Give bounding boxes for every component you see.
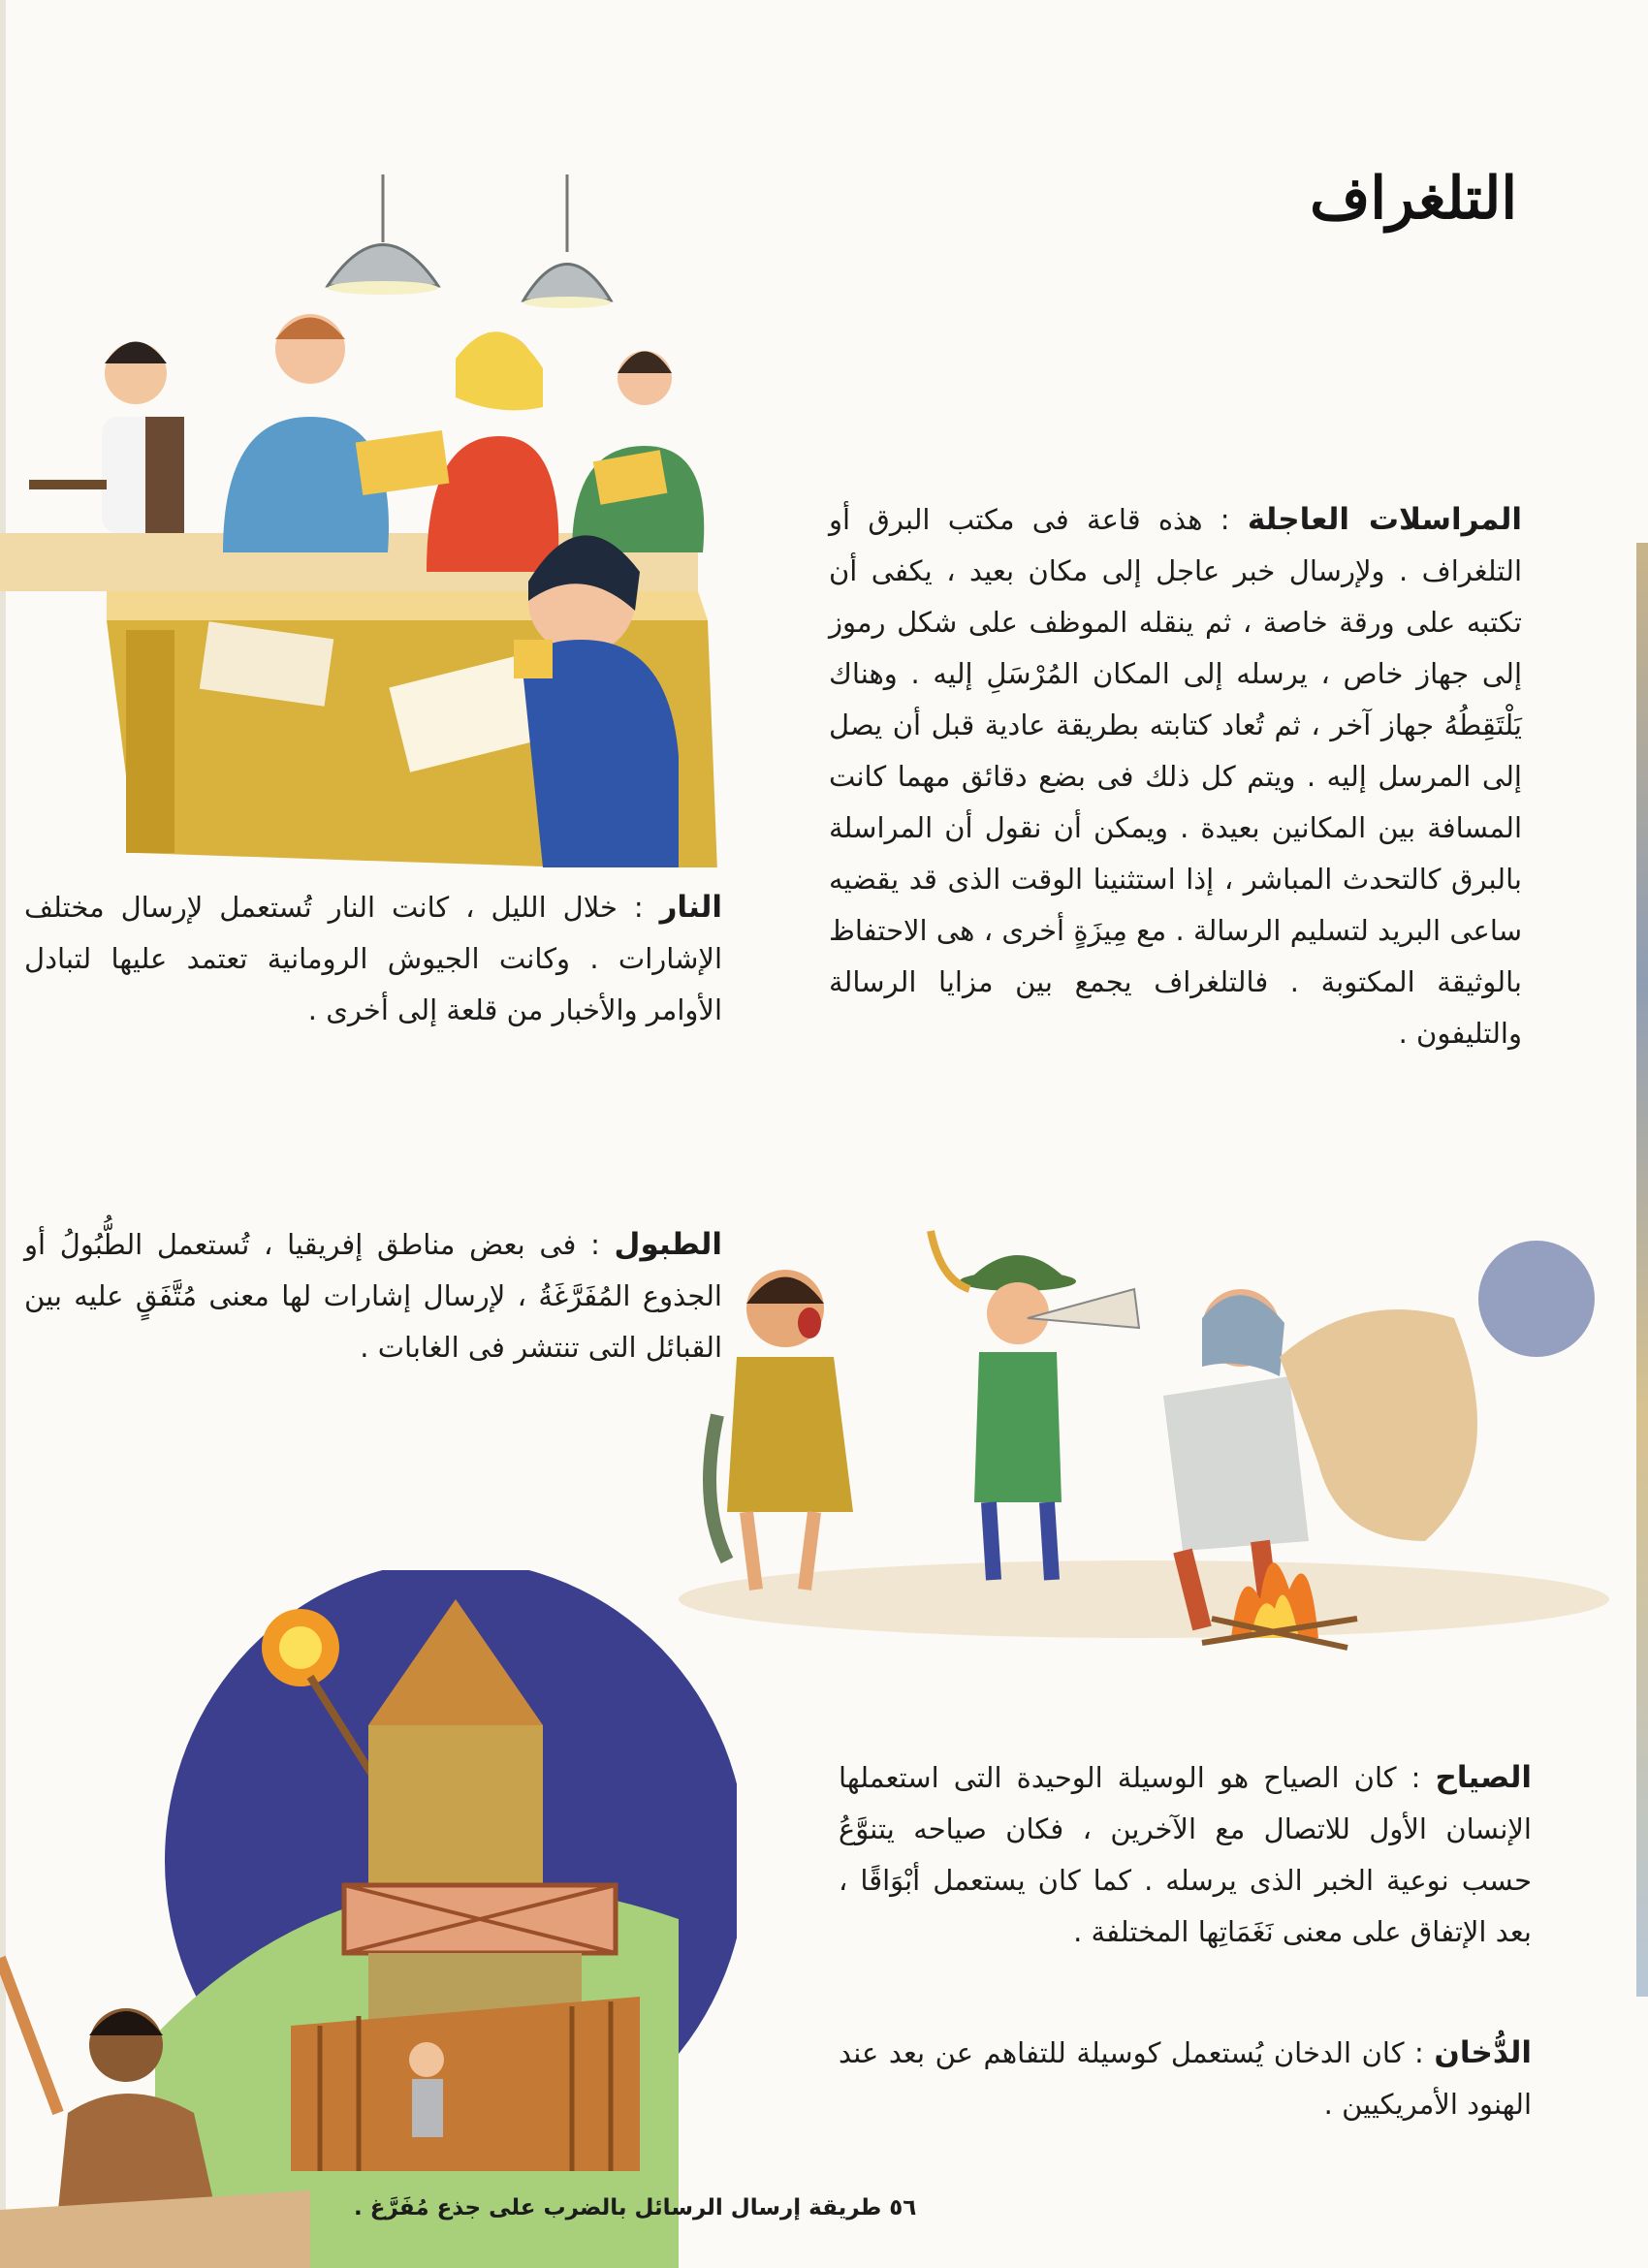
section-term: المراسلات العاجلة: [1247, 502, 1522, 537]
section-term: الصياح: [1435, 1760, 1532, 1795]
fort-drum-illustration: [0, 1570, 737, 2268]
section-shouting: [839, 1752, 1532, 1958]
section-smoke: [839, 2028, 1532, 2130]
section-text: : فى بعض مناطق إفريقيا ، تُستعمل الطُّبُولُ أو الجذوع المُفَرَّغَةُ ، لإرسال إشارات لها معنى مُتَّفَقٍ عليه بين القبائل التى تنتشر فى الغابات .: [24, 1228, 722, 1364]
section-text: : خلال الليل ، كانت النار تُستعمل لإرسال مختلف الإشارات . وكانت الجيوش الرومانية تعتمد عليها لتبادل الأوامر والأخبار من قلعة إلى أخرى .: [24, 891, 722, 1026]
section-fire: [24, 882, 722, 1036]
figure-caption: [354, 2195, 916, 2221]
section-text: : كان الصياح هو الوسيلة الوحيدة التى استعملها الإنسان الأول للاتصال مع الآخرين ، فكان صياحه يتنوَّعُ حسب نوعية الخبر الذى يرسله . كما كان يستعمل أبْوَاقًا ، بعد الإتفاق على معنى نَغَمَاتِها المختلفة .: [839, 1761, 1532, 1948]
section-urgent-messages: [829, 494, 1522, 1059]
page-number: ٥٦: [889, 2195, 917, 2221]
signal-figures-illustration: [659, 1212, 1638, 1657]
section-term: الدُّخان: [1434, 2035, 1532, 2070]
caption-text: طريقة إرسال الرسائل بالضرب على جذع مُفَرَّغ .: [354, 2195, 882, 2221]
section-drums: [24, 1219, 722, 1373]
section-text: : كان الدخان يُستعمل كوسيلة للتفاهم عن بعد عند الهنود الأمريكيين .: [839, 2036, 1532, 2121]
section-text: : هذه قاعة فى مكتب البرق أو التلغراف . ولإرسال خبر عاجل إلى مكان بعيد ، يكفى أن تكتبه على ورقة خاصة ، ثم ينقله الموظف على شكل رموز إلى جهاز خاص ، يرسله إلى المكان المُرْسَلِ إليه . وهناك يَلْتَقِطُهُ جهاز آخر ، ثم تُعاد كتابته بطريقة عادية قبل أن يصل إلى المرسل إليه . ويتم كل ذلك فى بضع دقائق مهما كانت المسافة بين المكانين بعيدة . ويمكن أن نقول أن المراسلة بالبرق كالتحدث المباشر ، إذا استثنينا الوقت الذى قد يقضيه ساعى البريد لتسليم الرسالة . مع مِيزَةٍ أخرى ، هى الاحتفاظ بالوثيقة المكتوبة . فالتلغراف يجمع بين مزايا الرسالة والتليفون .: [829, 503, 1522, 1050]
page-title: التلغراف: [1310, 165, 1517, 233]
telegraph-office-illustration: [0, 174, 717, 867]
section-term: النار: [659, 890, 722, 925]
section-term: الطبول: [614, 1227, 722, 1262]
